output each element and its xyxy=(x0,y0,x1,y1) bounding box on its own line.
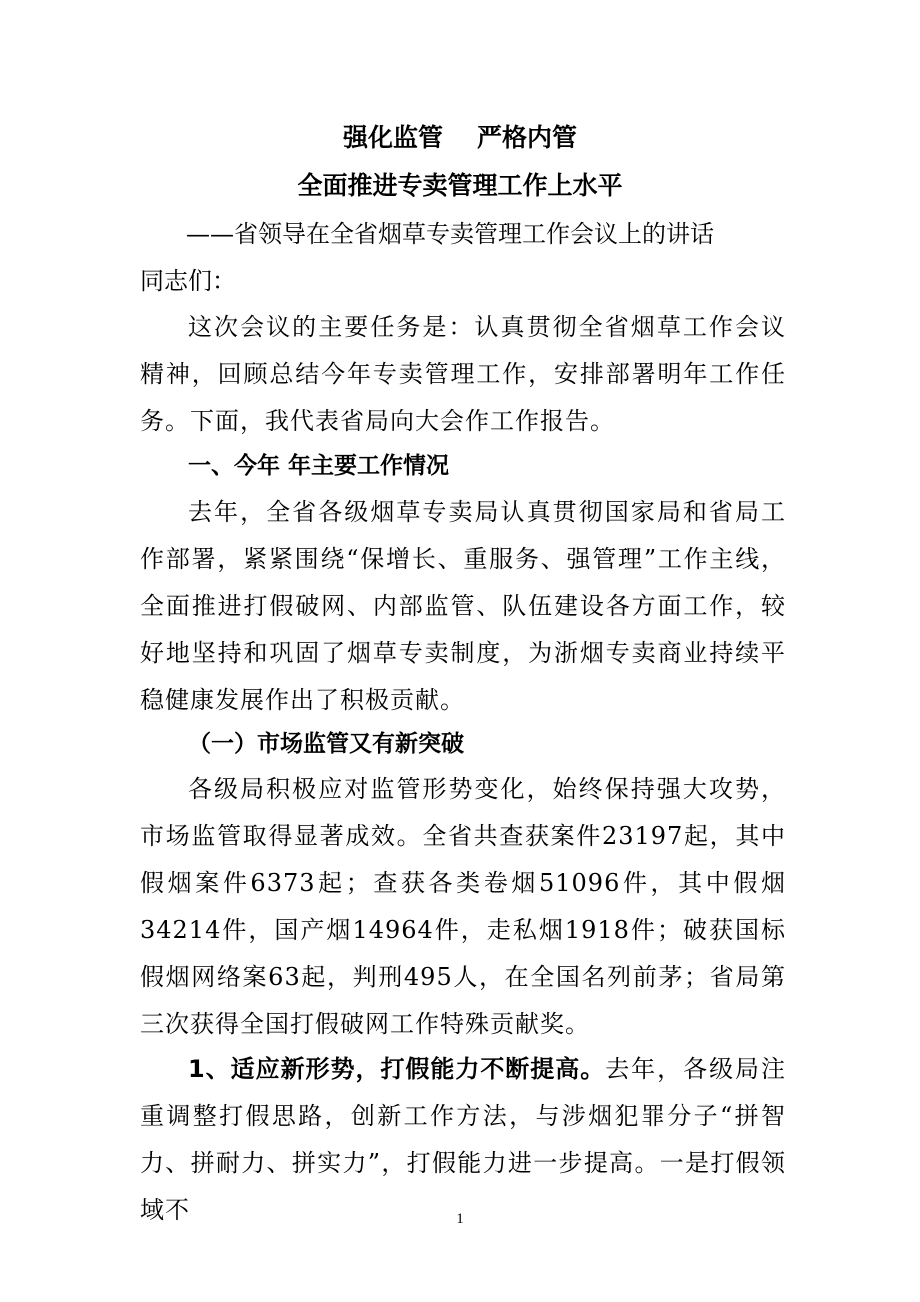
salutation: 同志们： xyxy=(140,267,236,295)
section-heading-1: 一、今年 年主要工作情况 xyxy=(188,453,450,479)
subtitle: ——省领导在全省烟草专卖管理工作会议上的讲话 xyxy=(186,220,714,248)
main-title-line2: 全面推进专卖管理工作上水平 xyxy=(297,171,623,200)
point1-lead: 1、适应新形势，打假能力不断提高。 xyxy=(188,1055,606,1083)
title-part2: 严格内管 xyxy=(477,123,578,152)
subsection1-paragraph: 各级局积极应对监管形势变化，始终保持强大攻势，市场监管取得显著成效。全省共查获案件23197起，其中假烟案件6373起；查获各类卷烟51096件，其中假烟34214件，国产烟14964件，走私烟1918件；破获国标假烟网络案63起，判刑495人，在全国名列前茅；省局第三次获得全国打假破网工作特殊贡献奖。 xyxy=(140,775,786,1038)
title-part1: 强化监管 xyxy=(342,123,443,152)
main-title-line1 xyxy=(0,122,920,154)
point1-paragraph xyxy=(140,1046,786,1234)
intro-paragraph: 这次会议的主要任务是：认真贯彻全省烟草工作会议精神，回顾总结今年专卖管理工作，安排部署明年工作任务。下面，我代表省局向大会作工作报告。 xyxy=(140,313,786,435)
section1-paragraph: 去年，全省各级烟草专卖局认真贯彻国家局和省局工作部署，紧紧围绕“保增长、重服务、强管理”工作主线，全面推进打假破网、内部监管、队伍建设各方面工作，较好地坚持和巩固了烟草专卖制度，为浙烟专卖商业持续平稳健康发展作出了积极贡献。 xyxy=(140,498,786,714)
subsection-heading-1: （一）市场监管又有新突破 xyxy=(188,731,464,757)
point1-body: 去年，各级局注重调整打假思路，创新工作方法，与涉烟犯罪分子“拼智力、拼耐力、拼实力”，打假能力进一步提高。一是打假领域不 xyxy=(140,1055,787,1224)
page-number: 1 xyxy=(456,1211,464,1227)
